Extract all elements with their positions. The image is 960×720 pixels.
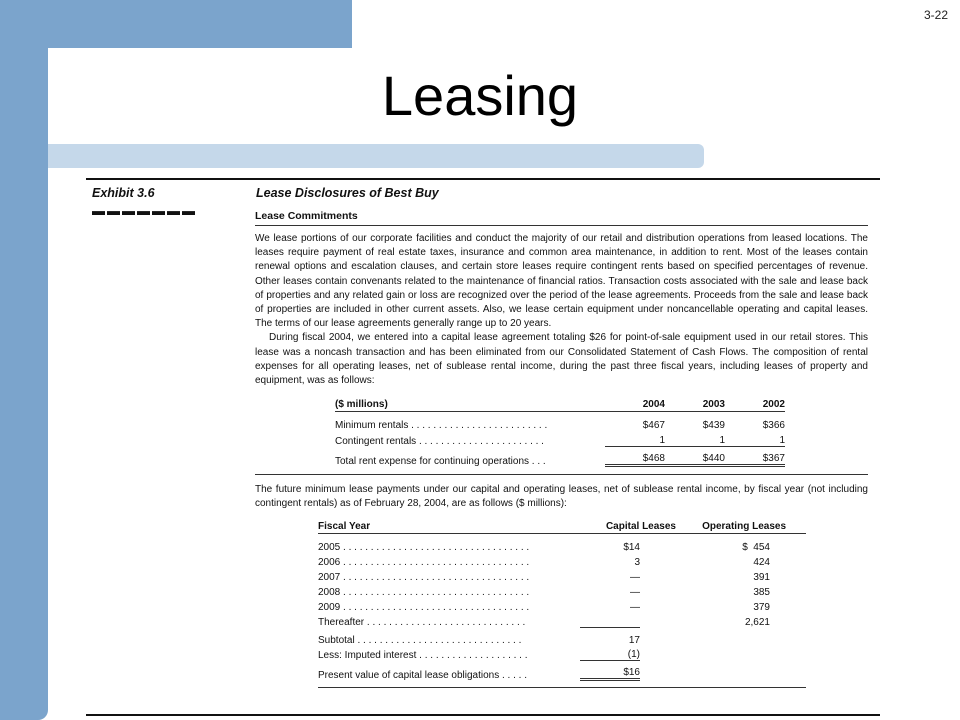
title-underline-bar — [48, 144, 704, 168]
table-bottom-rule — [318, 687, 806, 688]
table-imputed-row: Less: Imputed interest . . . . . . . . . . . . . . . . . . . . (1) — [318, 648, 640, 661]
exhibit-label: Exhibit 3.6 — [92, 186, 155, 200]
exhibit-title: Lease Disclosures of Best Buy — [256, 186, 439, 200]
rental-expense-table — [335, 393, 785, 467]
table-present-value-row: Present value of capital lease obligations . . . . . $16 — [318, 666, 640, 681]
table-row: 2008 . . . . . . . . . . . . . . . . . . . . . . . . . . . . . . . . . . — 385 — [318, 586, 770, 598]
table-row: 2006 . . . . . . . . . . . . . . . . . . . . . . . . . . . . . . . . . . 3 424 — [318, 556, 770, 568]
exhibit-body — [255, 210, 868, 688]
table-total-row: Total rent expense for continuing operations . . . $468 $440 $367 — [335, 453, 785, 468]
exhibit-panel — [86, 178, 880, 716]
table-row: Contingent rentals . . . . . . . . . . . . . . . . . . . . . . . 1 1 1 — [335, 435, 785, 448]
slide-title: Leasing — [381, 64, 579, 127]
section-heading: Lease Commitments — [255, 210, 868, 226]
table-row: 2007 . . . . . . . . . . . . . . . . . . . . . . . . . . . . . . . . . . — 391 — [318, 571, 770, 583]
table-header-row: ($ millions) 2004 2003 2002 — [335, 393, 785, 412]
header-accent-bar — [0, 0, 352, 48]
section-divider — [255, 474, 868, 475]
paragraph-future-payments: The future minimum lease payments under our capital and operating leases, net of sublease rental income, by fiscal year (not including contingent rentals) as of February 28, 2004, are as follows ($ millions): — [255, 484, 868, 510]
table-row: Minimum rentals . . . . . . . . . . . . . . . . . . . . . . . . . $467 $439 $366 — [335, 420, 785, 432]
future-payments-table — [318, 516, 806, 688]
table-header-row: Fiscal Year Capital Leases Operating Leases — [318, 516, 806, 534]
exhibit-dash-ornament: ▬▬▬▬▬▬▬ — [92, 203, 197, 218]
table-subtotal-row: Subtotal . . . . . . . . . . . . . . . . . . . . . . . . . . . . . . 17 — [318, 634, 640, 646]
table-row: 2009 . . . . . . . . . . . . . . . . . . . . . . . . . . . . . . . . . . — 379 — [318, 601, 770, 613]
table-row: Thereafter . . . . . . . . . . . . . . . . . . . . . . . . . . . . . 2,621 — [318, 613, 806, 628]
paragraph-lease-terms: We lease portions of our corporate facilities and conduct the majority of our retail and distribution operations from leased locations. The leases require payment of real estate taxes, insurance and common area maintenance, in addition to rent. Most of the leases contain renewal options and escalation clauses, and certain store leases require contingent rents based on specified percentages of revenue. Other leases contain convenants related to the maintenance of financial ratios. Transaction costs associated with the sale and lease back of properties and any related gain or loss are recognized over the period of the lease agreements. Proceeds from the sale and lease back of properties are included in other current assets. Also, we lease certain equipment under noncancellable operating and capital leases. The terms of our lease agreements generally range up to 20 years. — [255, 233, 868, 330]
table-row: 2005 . . . . . . . . . . . . . . . . . . . . . . . . . . . . . . . . . . $14 $ 454 — [318, 541, 770, 553]
slide-number: 3-22 — [923, 8, 948, 22]
paragraph-capital-lease: During fiscal 2004, we entered into a capital lease agreement totaling $26 for point-of-sale equipment used in our retail stores. This lease was a noncash transaction and has been eliminated from our Consolidated Statement of Cash Flows. The composition of rental expenses for all operating leases, net of sublease rental income, during the past three fiscal years, including leases of property and equipment, was as follows: — [255, 332, 868, 387]
